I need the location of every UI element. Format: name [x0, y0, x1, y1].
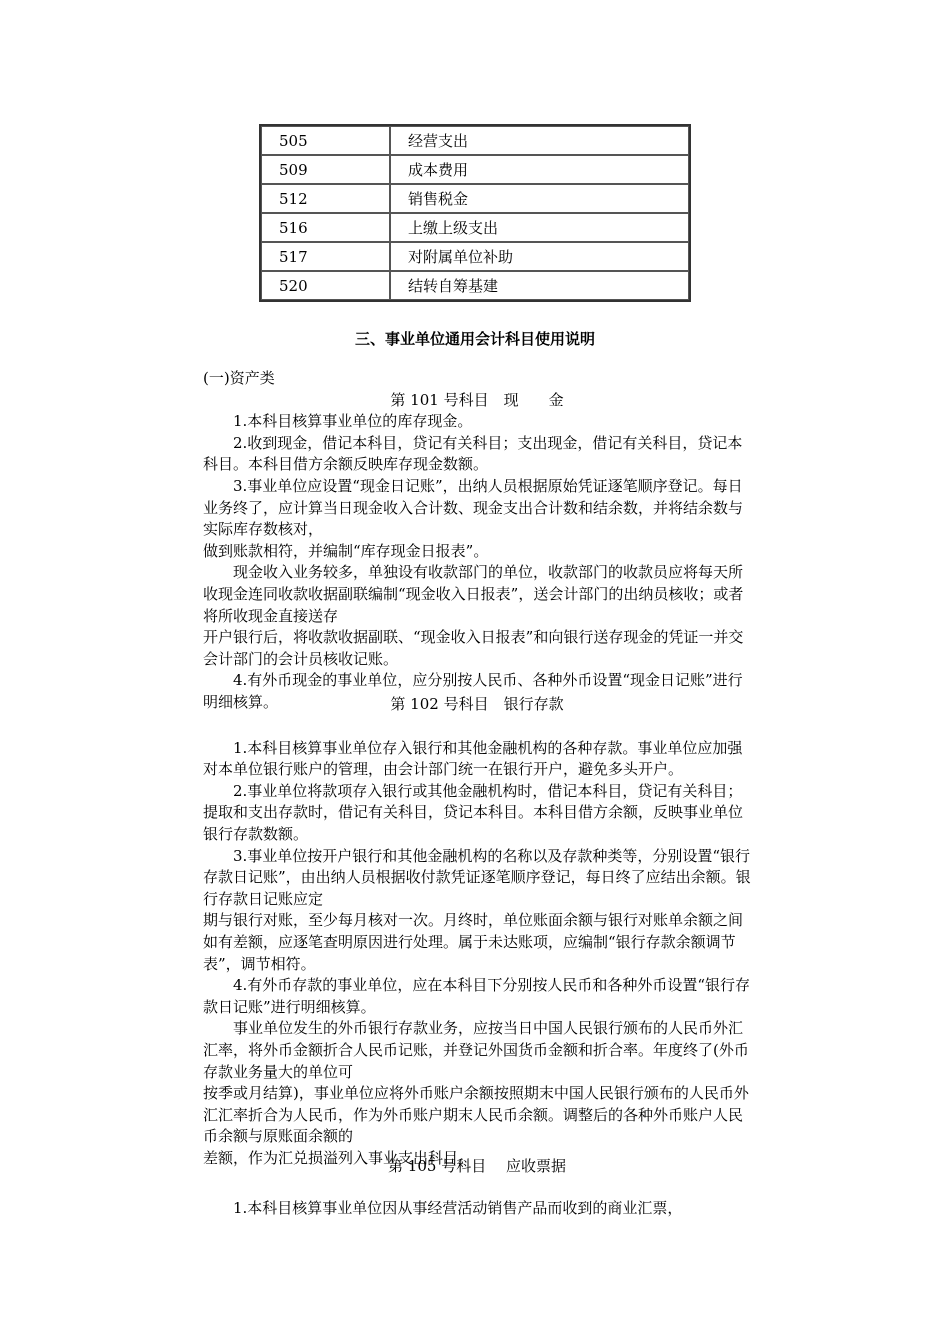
- paragraph: 3.事业单位应设置“现金日记账”，出纳人员根据原始凭证逐笔顺序登记。每日业务终了，应计算当日现金收入合计数、现金支出合计数和结余数，并将结余数与实际库存数核对，: [203, 476, 744, 539]
- paragraph: 2.事业单位将款项存入银行或其他金融机构时，借记本科目，贷记有关科目；提取和支出存款时，借记有关科目，贷记本科目。本科目借方余额，反映事业单位银行存款数额。: [203, 781, 744, 843]
- account-code: 516: [261, 213, 390, 242]
- paragraph: 事业单位发生的外币银行存款业务，应按当日中国人民银行颁布的人民币外汇汇率，将外币金额折合人民币记账，并登记外国货币金额和折合率。年度终了(外币存款业务量大的单位可: [203, 1019, 749, 1081]
- paragraph: 1.本科目核算事业单位的库存现金。: [233, 412, 473, 431]
- subject-heading-102: 第 102 号科目 银行存款: [390, 695, 564, 713]
- paragraph: 1.本科目核算事业单位存入银行和其他金融机构的各种存款。事业单位应加强对本单位银行账户的管理，由会计部门统一在银行开户，避免多头开户。: [203, 738, 743, 779]
- account-code: 512: [261, 184, 390, 213]
- category-label: (一)资产类: [203, 369, 275, 387]
- paragraph-continuation: 做到账款相符，并编制“库存现金日报表”。: [203, 541, 489, 560]
- paragraph: 4.有外币存款的事业单位，应在本科目下分别按人民币和各种外币设置“银行存款日记账”进行明细核算。: [203, 976, 750, 1016]
- paragraph-continuation: 开户银行后，将收款收据副联、“现金收入日报表”和向银行送存现金的凭证一并交会计部门的会计员核收记账。: [203, 628, 744, 668]
- table-row: [261, 213, 689, 242]
- account-code: 517: [261, 242, 390, 271]
- paragraph-continuation: 差额，作为汇兑损溢列入事业支出科目。: [203, 1148, 474, 1167]
- account-name: 上缴上级支出: [390, 213, 689, 242]
- section-102: [203, 694, 751, 1169]
- account-code-table: [259, 124, 691, 302]
- paragraph: 4.有外币现金的事业单位，应分别按人民币、各种外币设置“现金日记账”进行明细核算。: [203, 671, 743, 711]
- table-row: [261, 126, 689, 155]
- account-name: 销售税金: [390, 184, 689, 213]
- table-row: [261, 155, 689, 184]
- account-code: 520: [261, 271, 390, 300]
- section-105: [203, 1156, 751, 1219]
- section-title: 三、事业单位通用会计科目使用说明: [354, 330, 595, 348]
- account-name: 经营支出: [390, 126, 689, 155]
- table-row: [261, 242, 689, 271]
- account-code: 505: [261, 126, 390, 155]
- account-code: 509: [261, 155, 390, 184]
- paragraph: 2.收到现金，借记本科目，贷记有关科目；支出现金，借记有关科目，贷记本科目。本科目借方余额反映库存现金数额。: [203, 433, 743, 474]
- paragraph-continuation: 期与银行对账，至少每月核对一次。月终时，单位账面余额与银行对账单余额之间如有差额，应逐笔查明原因进行处理。属于未达账项，应编制“银行存款余额调节表”，调节相符。: [203, 911, 744, 973]
- section-101: [203, 368, 751, 714]
- table-row: [261, 184, 689, 213]
- paragraph: 1.本科目核算事业单位因从事经营活动销售产品而收到的商业汇票，: [233, 1198, 683, 1217]
- table-row: [261, 271, 689, 300]
- subject-heading-105: 第 105 号科目 应收票据: [388, 1157, 566, 1175]
- subject-heading-101: 第 101 号科目 现 金: [390, 390, 564, 409]
- paragraph: 现金收入业务较多，单独设有收款部门的单位，收款部门的收款员应将每天所收现金连同收款收据副联编制“现金收入日报表”，送会计部门的出纳员核收；或者将所收现金直接送存: [203, 563, 744, 625]
- account-name: 成本费用: [390, 155, 689, 184]
- paragraph: 3.事业单位按开户银行和其他金融机构的名称以及存款种类等，分别设置“银行存款日记账”，由出纳人员根据收付款凭证逐笔顺序登记，每日终了应结出余额。银行存款日记账应定: [203, 846, 751, 908]
- account-name: 对附属单位补助: [390, 242, 689, 271]
- account-name: 结转自筹基建: [390, 271, 689, 300]
- paragraph-continuation: 按季或月结算)，事业单位应将外币账户余额按照期末中国人民银行颁布的人民币外汇汇率折合为人民币，作为外币账户期末人民币余额。调整后的各种外币账户人民币余额与原账面余额的: [203, 1084, 749, 1146]
